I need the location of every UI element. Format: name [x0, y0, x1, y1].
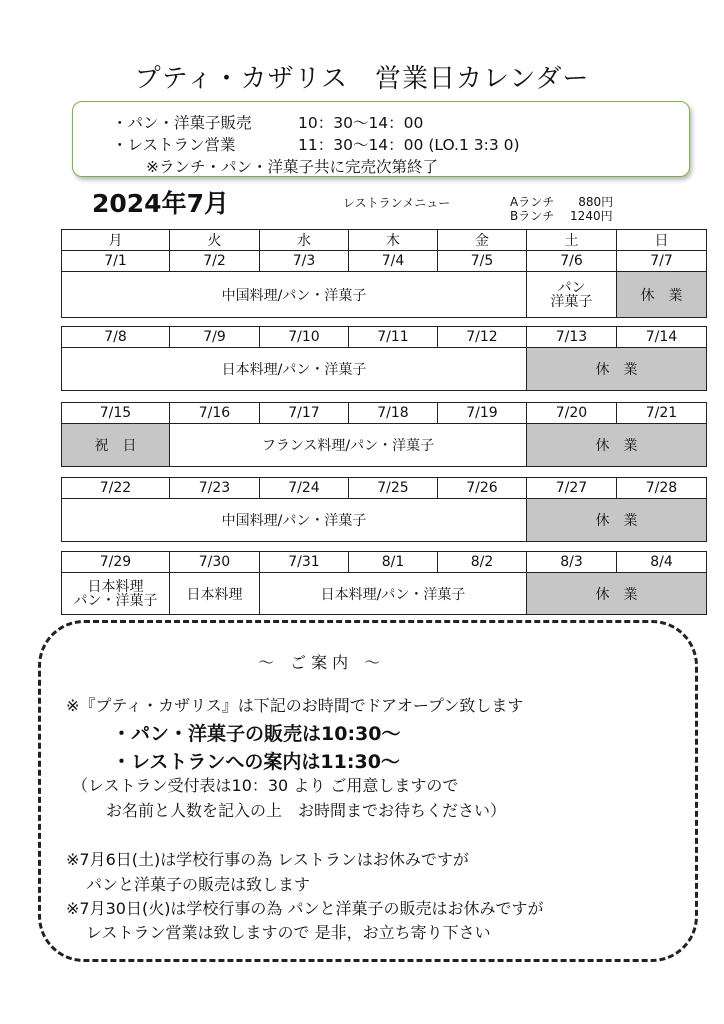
- calendar-week-2: [61, 326, 707, 391]
- calendar-week-3: [61, 402, 707, 467]
- date-cell: 7/21: [617, 403, 707, 424]
- date-cell: 7/16: [170, 403, 260, 424]
- date-cell: 7/10: [260, 327, 349, 348]
- date-cell: 7/31: [260, 552, 349, 573]
- schedule-cell: パン 洋菓子: [527, 272, 617, 318]
- date-cell: 7/14: [617, 327, 707, 348]
- weekday-sat: 土: [527, 230, 617, 251]
- date-cell: 7/27: [527, 478, 617, 499]
- weekday-mon: 月: [62, 230, 170, 251]
- date-cell: 7/22: [62, 478, 170, 499]
- guide-line: ※7月6日(土)は学校行事の為 レストランはお休みですが: [66, 850, 469, 869]
- restaurant-menu-label: レストランメニュー: [343, 196, 451, 210]
- date-cell: 7/20: [527, 403, 617, 424]
- schedule-cell: 日本料理 パン・洋菓子: [62, 573, 170, 615]
- date-cell: 7/3: [260, 251, 349, 272]
- date-cell: 7/1: [62, 251, 170, 272]
- date-cell: 7/12: [438, 327, 527, 348]
- date-cell: 7/15: [62, 403, 170, 424]
- lunch-b-price: Bランチ 1240円: [510, 209, 613, 223]
- holiday-cell: 祝 日: [62, 424, 170, 467]
- guide-line: パンと洋菓子の販売は致します: [86, 875, 311, 894]
- date-cell: 7/19: [438, 403, 527, 424]
- date-cell: 7/23: [170, 478, 260, 499]
- date-cell: 7/13: [527, 327, 617, 348]
- closed-cell: 休 業: [527, 499, 707, 542]
- schedule-cell: フランス料理/パン・洋菓子: [170, 424, 527, 467]
- weekday-sun: 日: [617, 230, 707, 251]
- restaurant-hours-label: ・レストラン営業: [112, 136, 236, 154]
- date-cell: 7/28: [617, 478, 707, 499]
- closed-cell: 休 業: [617, 272, 707, 318]
- weekday-thu: 木: [349, 230, 438, 251]
- date-cell: 7/2: [170, 251, 260, 272]
- guide-line: レストラン営業は致しますので 是非，お立ち寄り下さい: [86, 923, 491, 942]
- date-cell: 8/2: [438, 552, 527, 573]
- date-cell: 8/3: [527, 552, 617, 573]
- date-cell: 7/24: [260, 478, 349, 499]
- weekday-wed: 水: [260, 230, 349, 251]
- date-cell: 7/18: [349, 403, 438, 424]
- schedule-cell: 日本料理/パン・洋菓子: [62, 348, 527, 391]
- calendar-week-4: [61, 477, 707, 542]
- guide-line: ・レストランへの案内は11:30～: [112, 751, 400, 773]
- bread-sales-time: 10：30～14：00: [298, 114, 424, 132]
- bread-sales-label: ・パン・洋菓子販売: [112, 114, 252, 132]
- closed-cell: 休 業: [527, 424, 707, 467]
- closed-cell: 休 業: [527, 348, 707, 391]
- date-cell: 7/4: [349, 251, 438, 272]
- date-cell: 7/30: [170, 552, 260, 573]
- guide-line: ※『プティ・カザリス』は下記のお時間でドアオープン致します: [66, 696, 524, 715]
- date-cell: 8/4: [617, 552, 707, 573]
- lunch-a-price: Aランチ 880円: [510, 195, 614, 209]
- guide-line: ※7月30日(火)は学校行事の為 パンと洋菓子の販売はお休みですが: [66, 899, 544, 918]
- calendar-week-1: [61, 229, 707, 318]
- calendar-month: 2024年7月: [92, 189, 229, 218]
- date-cell: 7/7: [617, 251, 707, 272]
- date-cell: 7/11: [349, 327, 438, 348]
- restaurant-hours-time: 11：30～14：00 (LO.1 3:3 0): [298, 136, 520, 154]
- page-title: プティ・カザリス 営業日カレンダー: [134, 64, 590, 94]
- date-cell: 7/25: [349, 478, 438, 499]
- sold-out-note: ※ランチ・パン・洋菓子共に完売次第終了: [146, 158, 438, 176]
- guide-heading: ～ ご 案 内 ～: [258, 653, 381, 672]
- schedule-cell: 中国料理/パン・洋菓子: [62, 499, 527, 542]
- date-cell: 7/8: [62, 327, 170, 348]
- date-cell: 8/1: [349, 552, 438, 573]
- guide-line: （レストラン受付表は10：30 より ご用意しますので: [72, 776, 459, 795]
- weekday-fri: 金: [438, 230, 527, 251]
- calendar-week-5: [61, 551, 707, 615]
- schedule-cell: 日本料理/パン・洋菓子: [260, 573, 527, 615]
- date-cell: 7/9: [170, 327, 260, 348]
- schedule-cell: 中国料理/パン・洋菓子: [62, 272, 527, 318]
- date-cell: 7/5: [438, 251, 527, 272]
- guide-line: ・パン・洋菓子の販売は10:30～: [112, 723, 401, 745]
- date-cell: 7/26: [438, 478, 527, 499]
- date-cell: 7/6: [527, 251, 617, 272]
- date-cell: 7/17: [260, 403, 349, 424]
- closed-cell: 休 業: [527, 573, 707, 615]
- weekday-tue: 火: [170, 230, 260, 251]
- guide-line: お名前と人数を記入の上 お時間までお待ちください）: [106, 801, 507, 820]
- schedule-cell: 日本料理: [170, 573, 260, 615]
- date-cell: 7/29: [62, 552, 170, 573]
